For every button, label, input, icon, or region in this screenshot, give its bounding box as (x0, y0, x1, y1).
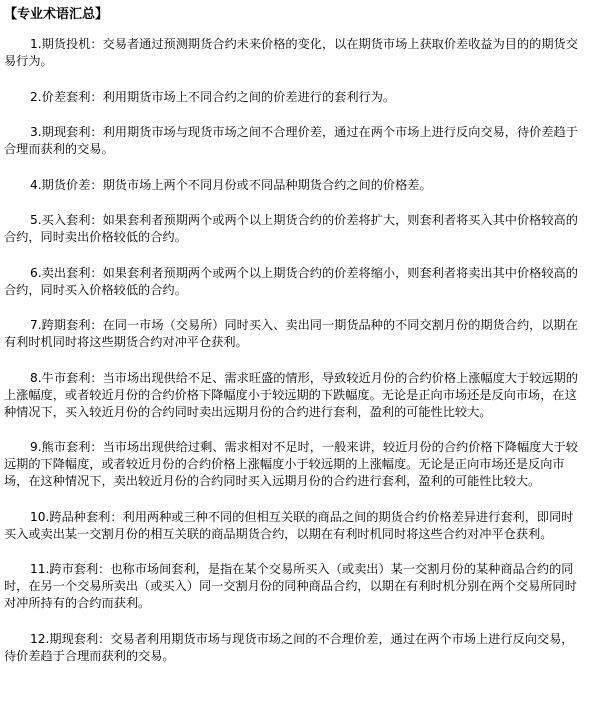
term-item: 2.价差套利：利用期货市场上不同合约之间的价差进行的套利行为。 (30, 89, 396, 104)
term-item: 4.期货价差：期货市场上两个不同月份或不同品种期货合约之间的价格差。 (30, 177, 432, 192)
term-item: 10.跨品种套利：利用两种或三种不同的但相互关联的商品之间的期货合约价格差异进行套利，即同时买入或卖出某一交割月份的相互关联的商品期货合约，以期在有利时机同时将这些合约对冲平仓获利。 (4, 509, 574, 541)
term-item: 12.期现套利：交易者利用期货市场与现货市场之间的不合理价差，通过在两个市场上进行反向交易，待价差趋于合理而获利的交易。 (4, 631, 574, 663)
term-item: 6.卖出套利：如果套利者预期两个或两个以上期货合约的价差将缩小，则套利者将卖出其中价格较高的合约，同时买入价格较低的合约。 (4, 265, 578, 297)
terms-list (4, 36, 584, 665)
term-item: 3.期现套利：利用期货市场与现货市场之间不合理价差，通过在两个市场上进行反向交易，待价差趋于合理而获利的交易。 (4, 125, 578, 156)
section-title: 【专业术语汇总】 (4, 7, 109, 22)
term-item: 11.跨市套利：也称市场间套利，是指在某个交易所买入（或卖出）某一交割月份的某种商品合约的同时，在另一个交易所卖出（或买入）同一交割月份的同种商品合约，以期在有利时机分别在两个交易所同时对冲所持有的合约而获利。 (4, 562, 577, 610)
term-item: 1.期货投机：交易者通过预测期货合约未来价格的变化，以在期货市场上获取价差收益为目的的期货交易行为。 (4, 37, 578, 68)
term-item: 8.牛市套利：当市场出现供给不足、需求旺盛的情形，导致较近月份的合约价格上涨幅度大于较远期的上涨幅度，或者较近月份的合约价格下降幅度小于较远期的下跌幅度。无论是正向市场还是反向市场，在这种情况下，买入较近月份的合约同时卖出远期月份的合约进行套利，盈利的可能性比较大。 (4, 370, 578, 419)
term-item: 5.买入套利：如果套利者预期两个或两个以上期货合约的价差将扩大，则套利者将买入其中价格较高的合约，同时卖出价格较低的合约。 (4, 213, 578, 244)
term-item: 9.熊市套利：当市场出现供给过剩、需求相对不足时，一般来讲，较近月份的合约价格下降幅度大于较远期的下降幅度，或者较近月份的合约价格上涨幅度小于较远期的上涨幅度。无论是正向市场还是反向市场，在这种情况下，卖出较近月份的合约同时买入远期月份的合约进行套利，盈利的可能性比较大。 (4, 440, 578, 488)
term-item: 7.跨期套利：在同一市场（交易所）同时买入、卖出同一期货品种的不同交割月份的期货合约，以期在有利时机同时将这些期货合约对冲平仓获利。 (4, 318, 578, 349)
